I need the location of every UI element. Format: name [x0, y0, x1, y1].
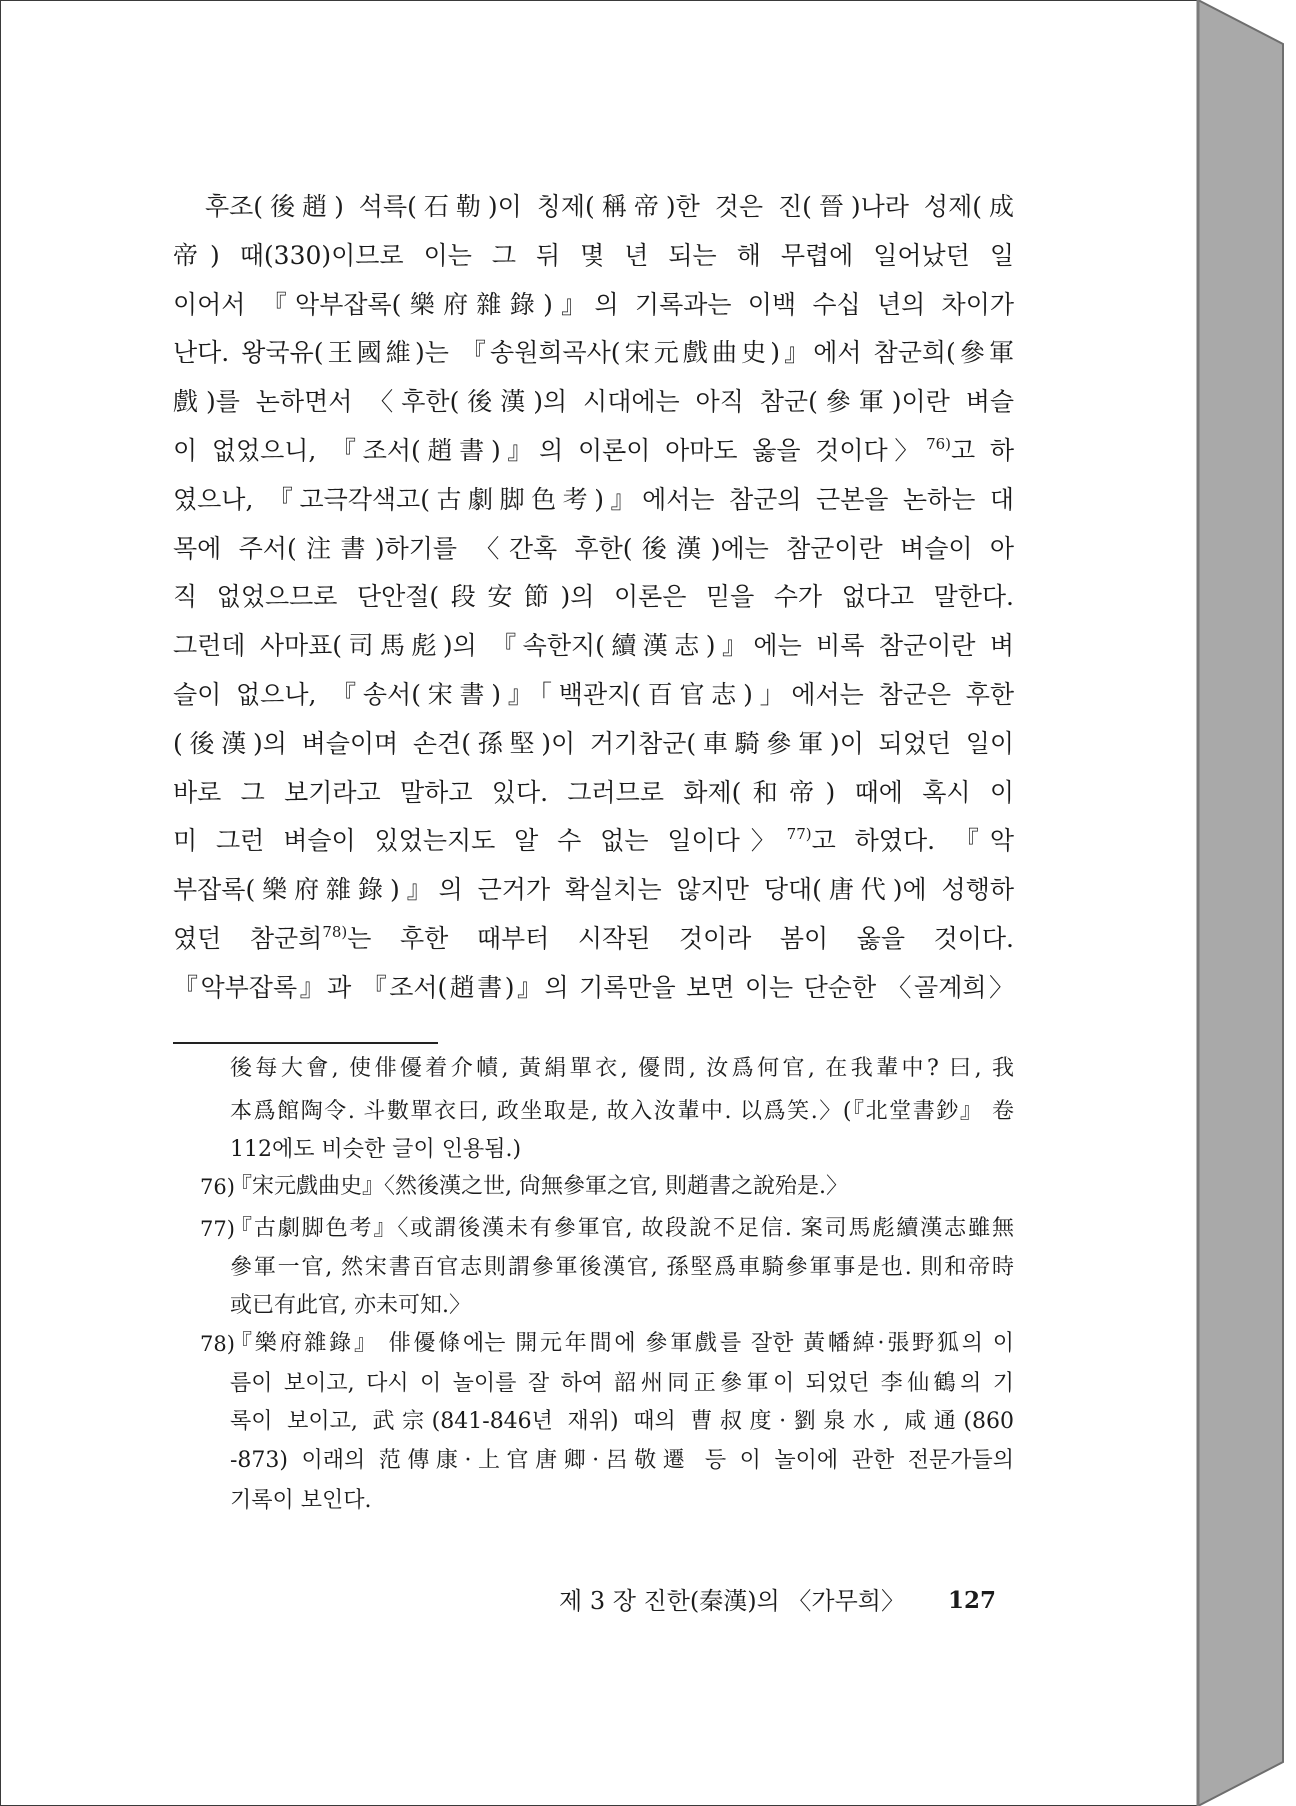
body-line-text: 그런데 사마표(司馬彪)의 『속한지(續漢志)』에는 비록 참군이란 벼	[173, 631, 1014, 660]
footnote-reference[interactable]: 78)	[322, 923, 348, 941]
body-line	[173, 866, 1014, 914]
footnote-line: 112에도 비슷한 글이 인용됨.)	[230, 1137, 522, 1162]
body-line	[173, 329, 1014, 377]
body-line	[173, 232, 1014, 280]
body-line-text: 바로 그 보기라고 말하고 있다. 그러므로 화제(和帝) 때에 혹시 이	[173, 778, 1014, 807]
running-footer-chapter: 제 3 장 진한(秦漢)의 〈가무희〉	[559, 1587, 905, 1615]
body-line	[173, 476, 1014, 524]
body-line-text: 난다. 왕국유(王國維)는 『송원희곡사(宋元戲曲史)』에서 참군희(參軍	[173, 338, 1014, 367]
body-line	[173, 281, 1014, 329]
body-line	[173, 817, 1014, 865]
body-line	[173, 671, 1014, 719]
book-edge-shading	[1198, 0, 1283, 1806]
body-line-text: 戲)를 논하면서 〈후한(後漢)의 시대에는 아직 참군(參軍)이란 벼슬	[173, 387, 1014, 416]
body-line-text: 고 하였다. 『악	[811, 826, 1014, 855]
footnote-line: 름이 보이고, 다시 이 놀이를 잘 하여 韶州同正參軍이 되었던 李仙鶴의 기	[230, 1371, 1014, 1396]
body-line-text: (後漢)의 벼슬이며 손견(孫堅)이 거기참군(車騎參軍)이 되었던 일이	[173, 729, 1014, 758]
footnote-line: 『古劇脚色考』〈或謂後漢未有參軍官, 故段說不足信. 案司馬彪續漢志雖無	[230, 1216, 1014, 1241]
body-line-text: 고 하	[951, 436, 1014, 465]
footnote-number: 78)	[200, 1332, 235, 1356]
body-line	[173, 525, 1014, 573]
body-line	[173, 378, 1014, 426]
body-line-text: 직 없었으므로 단안절(段安節)의 이론은 믿을 수가 없다고 말한다.	[173, 582, 1014, 611]
body-line-text: 였으나, 『고극각색고(古劇脚色考)』에서는 참군의 근본을 논하는 대	[173, 485, 1014, 514]
footnote-reference[interactable]: 77)	[786, 825, 812, 843]
body-line-text: 후조(後趙) 석륵(石勒)이 칭제(稱帝)한 것은 진(晉)나라 성제(成	[205, 192, 1014, 221]
body-line-text: 목에 주서(注書)하기를 〈간혹 후한(後漢)에는 참군이란 벼슬이 아	[173, 534, 1014, 563]
body-line	[173, 622, 1014, 670]
footnote-line: 本爲館陶令. 斗數單衣曰, 政坐取是, 故入汝輩中. 以爲笑.〉(『北堂書鈔』 卷	[230, 1099, 1014, 1124]
footnote-reference[interactable]: 76)	[926, 435, 952, 453]
footnote-line: 後每大會, 使俳優着介幘, 黃絹單衣, 優問, 汝爲何官, 在我輩中? 曰, 我	[230, 1056, 1014, 1081]
body-line-text: 이 없었으니, 『조서(趙書)』의 이론이 아마도 옳을 것이다〉	[173, 436, 927, 465]
footnote-line: 기록이 보인다.	[230, 1488, 372, 1513]
body-line	[173, 573, 1014, 621]
body-line	[173, 769, 1014, 817]
body-line-text: 부잡록(樂府雜錄)』의 근거가 확실치는 않지만 당대(唐代)에 성행하	[173, 875, 1014, 904]
body-line-text: 슬이 없으나, 『송서(宋書)』「백관지(百官志)」에서는 참군은 후한	[173, 680, 1014, 709]
footnote-line: 參軍一官, 然宋書百官志則謂參軍後漢官, 孫堅爲車騎參軍事是也. 則和帝時	[230, 1255, 1014, 1280]
footnote-line: 『宋元戲曲史』〈然後漢之世, 尙無參軍之官, 則趙書之說殆是.〉	[230, 1174, 848, 1199]
body-line-text: 미 그런 벼슬이 있었는지도 알 수 없는 일이다〉	[173, 826, 787, 855]
body-line	[173, 915, 1014, 963]
body-line-text: 는 후한 때부터 시작된 것이라 봄이 옳을 것이다.	[347, 924, 1014, 953]
body-line	[205, 183, 1014, 231]
footnote-separator	[173, 1042, 438, 1044]
book-edge	[1196, 0, 1296, 1806]
body-line-text: 帝) 때(330)이므로 이는 그 뒤 몇 년 되는 해 무렵에 일어났던 일	[173, 241, 1014, 270]
footnote-line: -873) 이래의 范傳康·上官唐卿·呂敬遷 등 이 놀이에 관한 전문가들의	[230, 1448, 1014, 1473]
page-number: 127	[948, 1587, 997, 1614]
body-line	[173, 964, 1014, 1012]
footnote-number: 77)	[200, 1217, 235, 1241]
body-line	[173, 720, 1014, 768]
footnote-line: 或已有此官, 亦未可知.〉	[230, 1293, 471, 1318]
footnote-number: 76)	[200, 1175, 235, 1199]
body-line-text: 『악부잡록』과 『조서(趙書)』의 기록만을 보면 이는 단순한 〈골계희〉	[173, 973, 1014, 1002]
footnote-line: 록이 보이고, 武宗(841-846년 재위) 때의 曹叔度·劉泉水, 咸通(860	[230, 1409, 1014, 1434]
body-line	[173, 427, 1014, 475]
footnote-line: 『樂府雜錄』 俳優條에는 開元年間에 參軍戲를 잘한 黃幡綽·張野狐의 이	[230, 1331, 1014, 1356]
body-line-text: 였던 참군희	[173, 924, 323, 953]
body-line-text: 이어서 『악부잡록(樂府雜錄)』의 기록과는 이백 수십 년의 차이가	[173, 290, 1014, 319]
